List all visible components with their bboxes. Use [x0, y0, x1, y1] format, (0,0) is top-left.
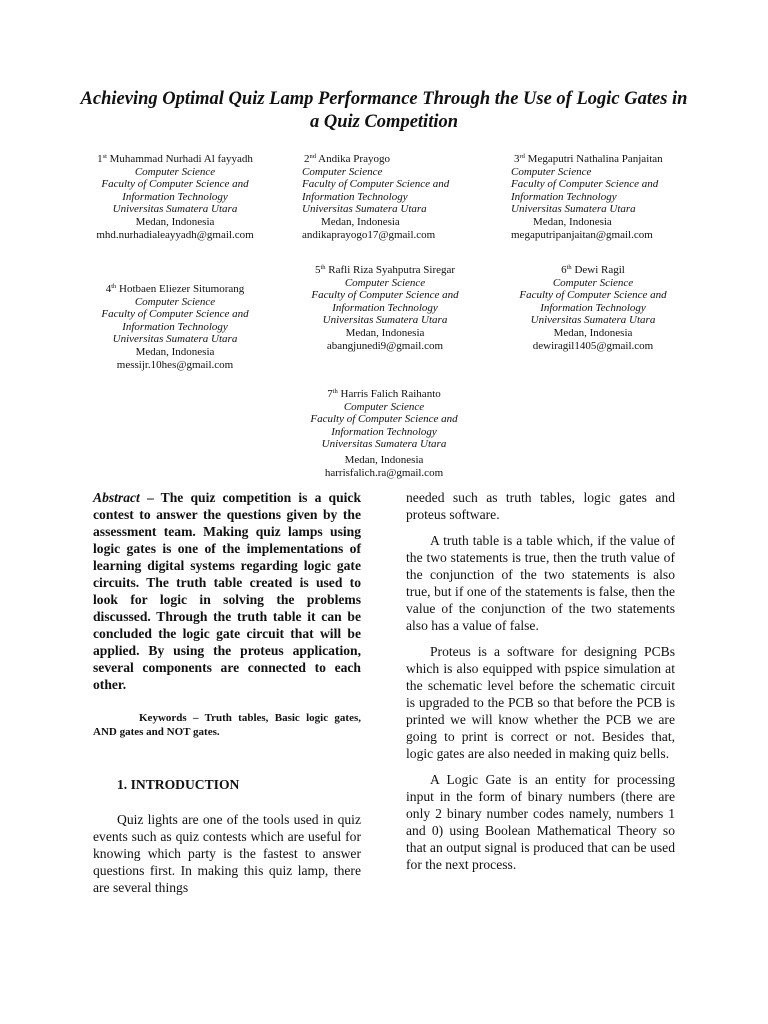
- author-location: Medan, Indonesia: [344, 453, 424, 466]
- author-location: Medan, Indonesia: [553, 326, 633, 339]
- paper-title: Achieving Optimal Quiz Lamp Performance Through the Use of Logic Gates in a Quiz Competition: [80, 89, 688, 132]
- paragraph: needed such as truth tables, logic gates and proteus software.: [406, 490, 675, 522]
- author-name: 3rd Megaputri Nathalina Panjaitan: [514, 153, 663, 165]
- author-name: 1st Muhammad Nurhadi Al fayyadh: [97, 153, 253, 165]
- author-location: Medan, Indonesia: [135, 345, 215, 358]
- section-heading: 1. INTRODUCTION: [117, 777, 240, 792]
- author-email: harrisfalich.ra@gmail.com: [324, 466, 444, 479]
- keywords: Keywords – Truth tables, Basic logic gates, AND gates and NOT gates.: [93, 712, 361, 738]
- author-dept: Computer Science: [344, 276, 426, 289]
- paragraph: Proteus is a software for designing PCBs which is also equipped with pspice simulation at the schematic level before the schematic circuit is upgraded to the PCB so that before the PCB is printed we will know whether the PCB we are going to print is correct or not. Besides that, logic gates are also needed in making quiz bells.: [406, 644, 675, 761]
- paragraph: A truth table is a table which, if the value of the two statements is true, then the truth value of the conjunction of the two statements is also true, but if one of the statements is false, then the value of the conjunction of the two statements also has a value of false.: [406, 533, 675, 633]
- author-dept: Computer Science: [343, 400, 425, 413]
- abstract-text: – The quiz competition is a quick contest to answer the questions given by the assessment team. Making quiz lamps using logic gates is one of the implementations of learning digital systems regarding logic gate circuits. The truth table created is used to look for logic in solving the problems discussed. Through the truth table it can be concluded the logic gate circuit that will be applied. By using the proteus application, several components are connected to each other.: [93, 490, 361, 692]
- author-name: 2nd Andika Prayogo: [304, 153, 390, 165]
- author-dept: Computer Science: [552, 276, 634, 289]
- author-email: megaputripanjaitan@gmail.com: [511, 228, 653, 241]
- author-block-5: [300, 264, 470, 352]
- author-faculty: Faculty of Computer Science and Information Technology: [101, 178, 249, 203]
- author-university: Universitas Sumatera Utara: [321, 438, 447, 451]
- author-block-7: [299, 388, 469, 479]
- author-name: 6th Dewi Ragil: [561, 264, 625, 276]
- author-name: 7th Harris Falich Raihanto: [327, 388, 441, 400]
- author-university: Universitas Sumatera Utara: [302, 203, 427, 216]
- paragraph: Quiz lights are one of the tools used in quiz events such as quiz contests which are useful for knowing which party is the fastest to answer questions first. In making this quiz lamp, there are several things: [93, 812, 361, 895]
- author-faculty: Faculty of Computer Science and Information Technology: [511, 178, 659, 203]
- right-column: [406, 489, 675, 873]
- author-email: abangjunedi9@gmail.com: [326, 339, 444, 352]
- author-block-3: [511, 153, 691, 241]
- author-block-6: [508, 264, 678, 352]
- author-faculty: Faculty of Computer Science and Information Technology: [302, 178, 450, 203]
- author-email: dewiragil1405@gmail.com: [532, 339, 654, 352]
- author-university: Universitas Sumatera Utara: [112, 203, 238, 216]
- author-faculty: Faculty of Computer Science and Information Technology: [101, 308, 249, 333]
- author-block-1: [90, 153, 260, 241]
- author-location: Medan, Indonesia: [533, 215, 612, 228]
- author-university: Universitas Sumatera Utara: [511, 203, 636, 216]
- left-column: [93, 489, 361, 896]
- author-dept: Computer Science: [134, 165, 216, 178]
- author-university: Universitas Sumatera Utara: [530, 314, 656, 327]
- paragraph: A Logic Gate is an entity for processing input in the form of binary numbers (there are only 2 binary number codes namely, numbers 1 and 0) using Boolean Mathematical Theory so that an output signal is produced that can be used for the next process.: [406, 772, 675, 872]
- author-dept: Computer Science: [134, 295, 216, 308]
- author-block-4: [90, 283, 260, 371]
- author-location: Medan, Indonesia: [345, 326, 425, 339]
- author-location: Medan, Indonesia: [321, 215, 400, 228]
- abstract-lead: Abstract: [93, 490, 140, 505]
- author-university: Universitas Sumatera Utara: [322, 314, 448, 327]
- author-faculty: Faculty of Computer Science and Information Technology: [310, 413, 458, 438]
- author-dept: Computer Science: [302, 165, 383, 178]
- author-name: 5th Rafli Riza Syahputra Siregar: [314, 264, 456, 276]
- author-location: Medan, Indonesia: [135, 215, 215, 228]
- author-email: messijr.10hes@gmail.com: [116, 358, 234, 371]
- author-faculty: Faculty of Computer Science and Information Technology: [519, 289, 667, 314]
- author-email: mhd.nurhadialeayyadh@gmail.com: [96, 228, 254, 241]
- abstract: [93, 489, 361, 693]
- author-dept: Computer Science: [511, 165, 592, 178]
- author-faculty: Faculty of Computer Science and Information Technology: [311, 289, 459, 314]
- author-block-2: [302, 153, 472, 241]
- author-name: 4th Hotbaen Eliezer Situmorang: [105, 283, 245, 295]
- author-university: Universitas Sumatera Utara: [112, 333, 238, 346]
- author-email: andikaprayogo17@gmail.com: [302, 228, 436, 241]
